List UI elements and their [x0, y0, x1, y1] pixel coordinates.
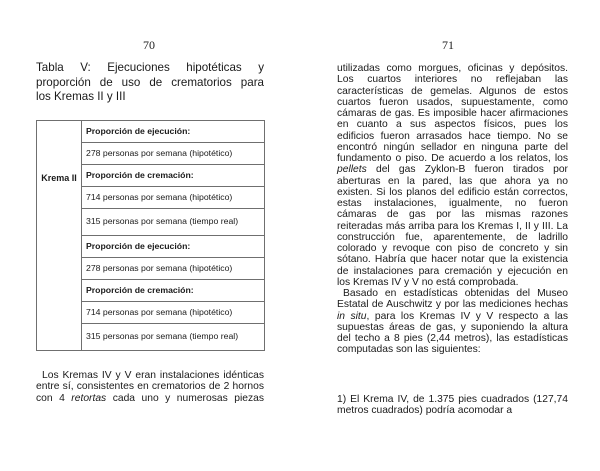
text-line: del techo a 8 pies (2,44 metros), las estadísticas: [337, 333, 568, 344]
table-cell: 315 personas por semana (tiempo real): [82, 209, 265, 236]
left-paragraph: [36, 370, 264, 404]
text-line: con 4 retortas cada uno y numerosas piezas: [36, 392, 264, 404]
text-line: reiteradas más arriba para los Kremas I, II y III. La: [337, 220, 568, 232]
text-line: supuestas áreas de gas, y suponiendo la altura: [337, 321, 568, 333]
text-line: cámaras de gas. Es imposible hacer afirmaciones: [337, 108, 568, 119]
text-line: construcción fue, aparentemente, de ladrillo: [337, 231, 568, 243]
text-line: características de gemelas. Algunos de estos: [337, 85, 568, 97]
execution-table: [36, 120, 265, 351]
text-line: cámaras de gas por las mismas razones: [337, 209, 568, 221]
table-cell: 278 personas por semana (hipotético): [82, 143, 265, 165]
text-line: Basado en estadísticas obtenidas del Museo: [343, 288, 568, 299]
text-line: computadas son las siguientes:: [337, 344, 481, 356]
list-line: 1) El Krema IV, de 1.375 pies cuadrados (127,74: [337, 394, 568, 405]
caption-line: Tabla V: Ejecuciones hipotéticas y: [36, 61, 264, 74]
right-body-text: [337, 63, 568, 356]
list-line: metros cuadrados) podría acomodar a: [337, 405, 513, 417]
table-group-label: Krema II: [37, 121, 82, 236]
text-line: Los cuartos interiores no reflejaban las: [337, 74, 568, 86]
text-line: encontró ningún sellador en ninguna parte del: [337, 141, 568, 153]
text-line: estas instalaciones, igualmente, no fueron: [337, 198, 568, 209]
text-line: fundamento o piso. De acuerdo a los relatos, los: [337, 153, 568, 164]
text-line: Estatal de Auschwitz y por las mediciones hechas: [337, 299, 568, 311]
table-cell-header: Proporción de cremación:: [82, 280, 265, 302]
text-line: in situ, para los Kremas IV y V respecto a las: [337, 310, 568, 322]
text-line: colorado y revoque con piso de concreto y sin: [337, 243, 568, 254]
right-page-number: 71: [442, 38, 454, 52]
table-caption: [36, 61, 264, 105]
text-line: los Kremas IV y V no está comprobada.: [337, 276, 519, 288]
caption-line: proporción de uso de crematorios para: [36, 75, 264, 89]
text-line: utilizadas como morgues, oficinas y depósitos.: [337, 63, 568, 74]
table-group-empty: [37, 236, 82, 351]
table-cell: 714 personas por semana (hipotético): [82, 187, 265, 209]
table-cell: 315 personas por semana (tiempo real): [82, 324, 265, 351]
table-cell-header: Proporción de cremación:: [82, 165, 265, 187]
text-line: en cuanto a sus aspectos físicos, pues los: [337, 119, 568, 131]
text-line: pellets del gas Zyklon-B fueron tirados por: [337, 164, 568, 176]
text-line: de instalaciones para cremación y ejecución en: [337, 265, 568, 277]
text-line: Los Kremas IV y V eran instalaciones idénticas: [42, 370, 264, 381]
text-line: sótano. Habría que hacer notar que la existencia: [337, 254, 568, 266]
text-line: cuartos fueron usados, supuestamente, como: [337, 96, 568, 108]
table-cell: 714 personas por semana (hipotético): [82, 302, 265, 324]
table-cell-header: Proporción de ejecución:: [82, 121, 265, 143]
table-cell-header: Proporción de ejecución:: [82, 236, 265, 258]
text-line: existen. Si los planos del edificio están correctos,: [337, 186, 568, 198]
caption-line: los Kremas II y III: [36, 90, 126, 104]
table-cell: 278 personas por semana (hipotético): [82, 258, 265, 280]
text-line: aberturas en la pared, las que ahora ya no: [337, 175, 568, 187]
text-line: entre sí, consistentes en crematorios de 2 hornos: [36, 381, 264, 393]
right-list: [337, 394, 568, 417]
text-line: edificios fueron arrasados hace tiempo. No se: [337, 130, 568, 142]
left-page-number: 70: [143, 38, 155, 52]
